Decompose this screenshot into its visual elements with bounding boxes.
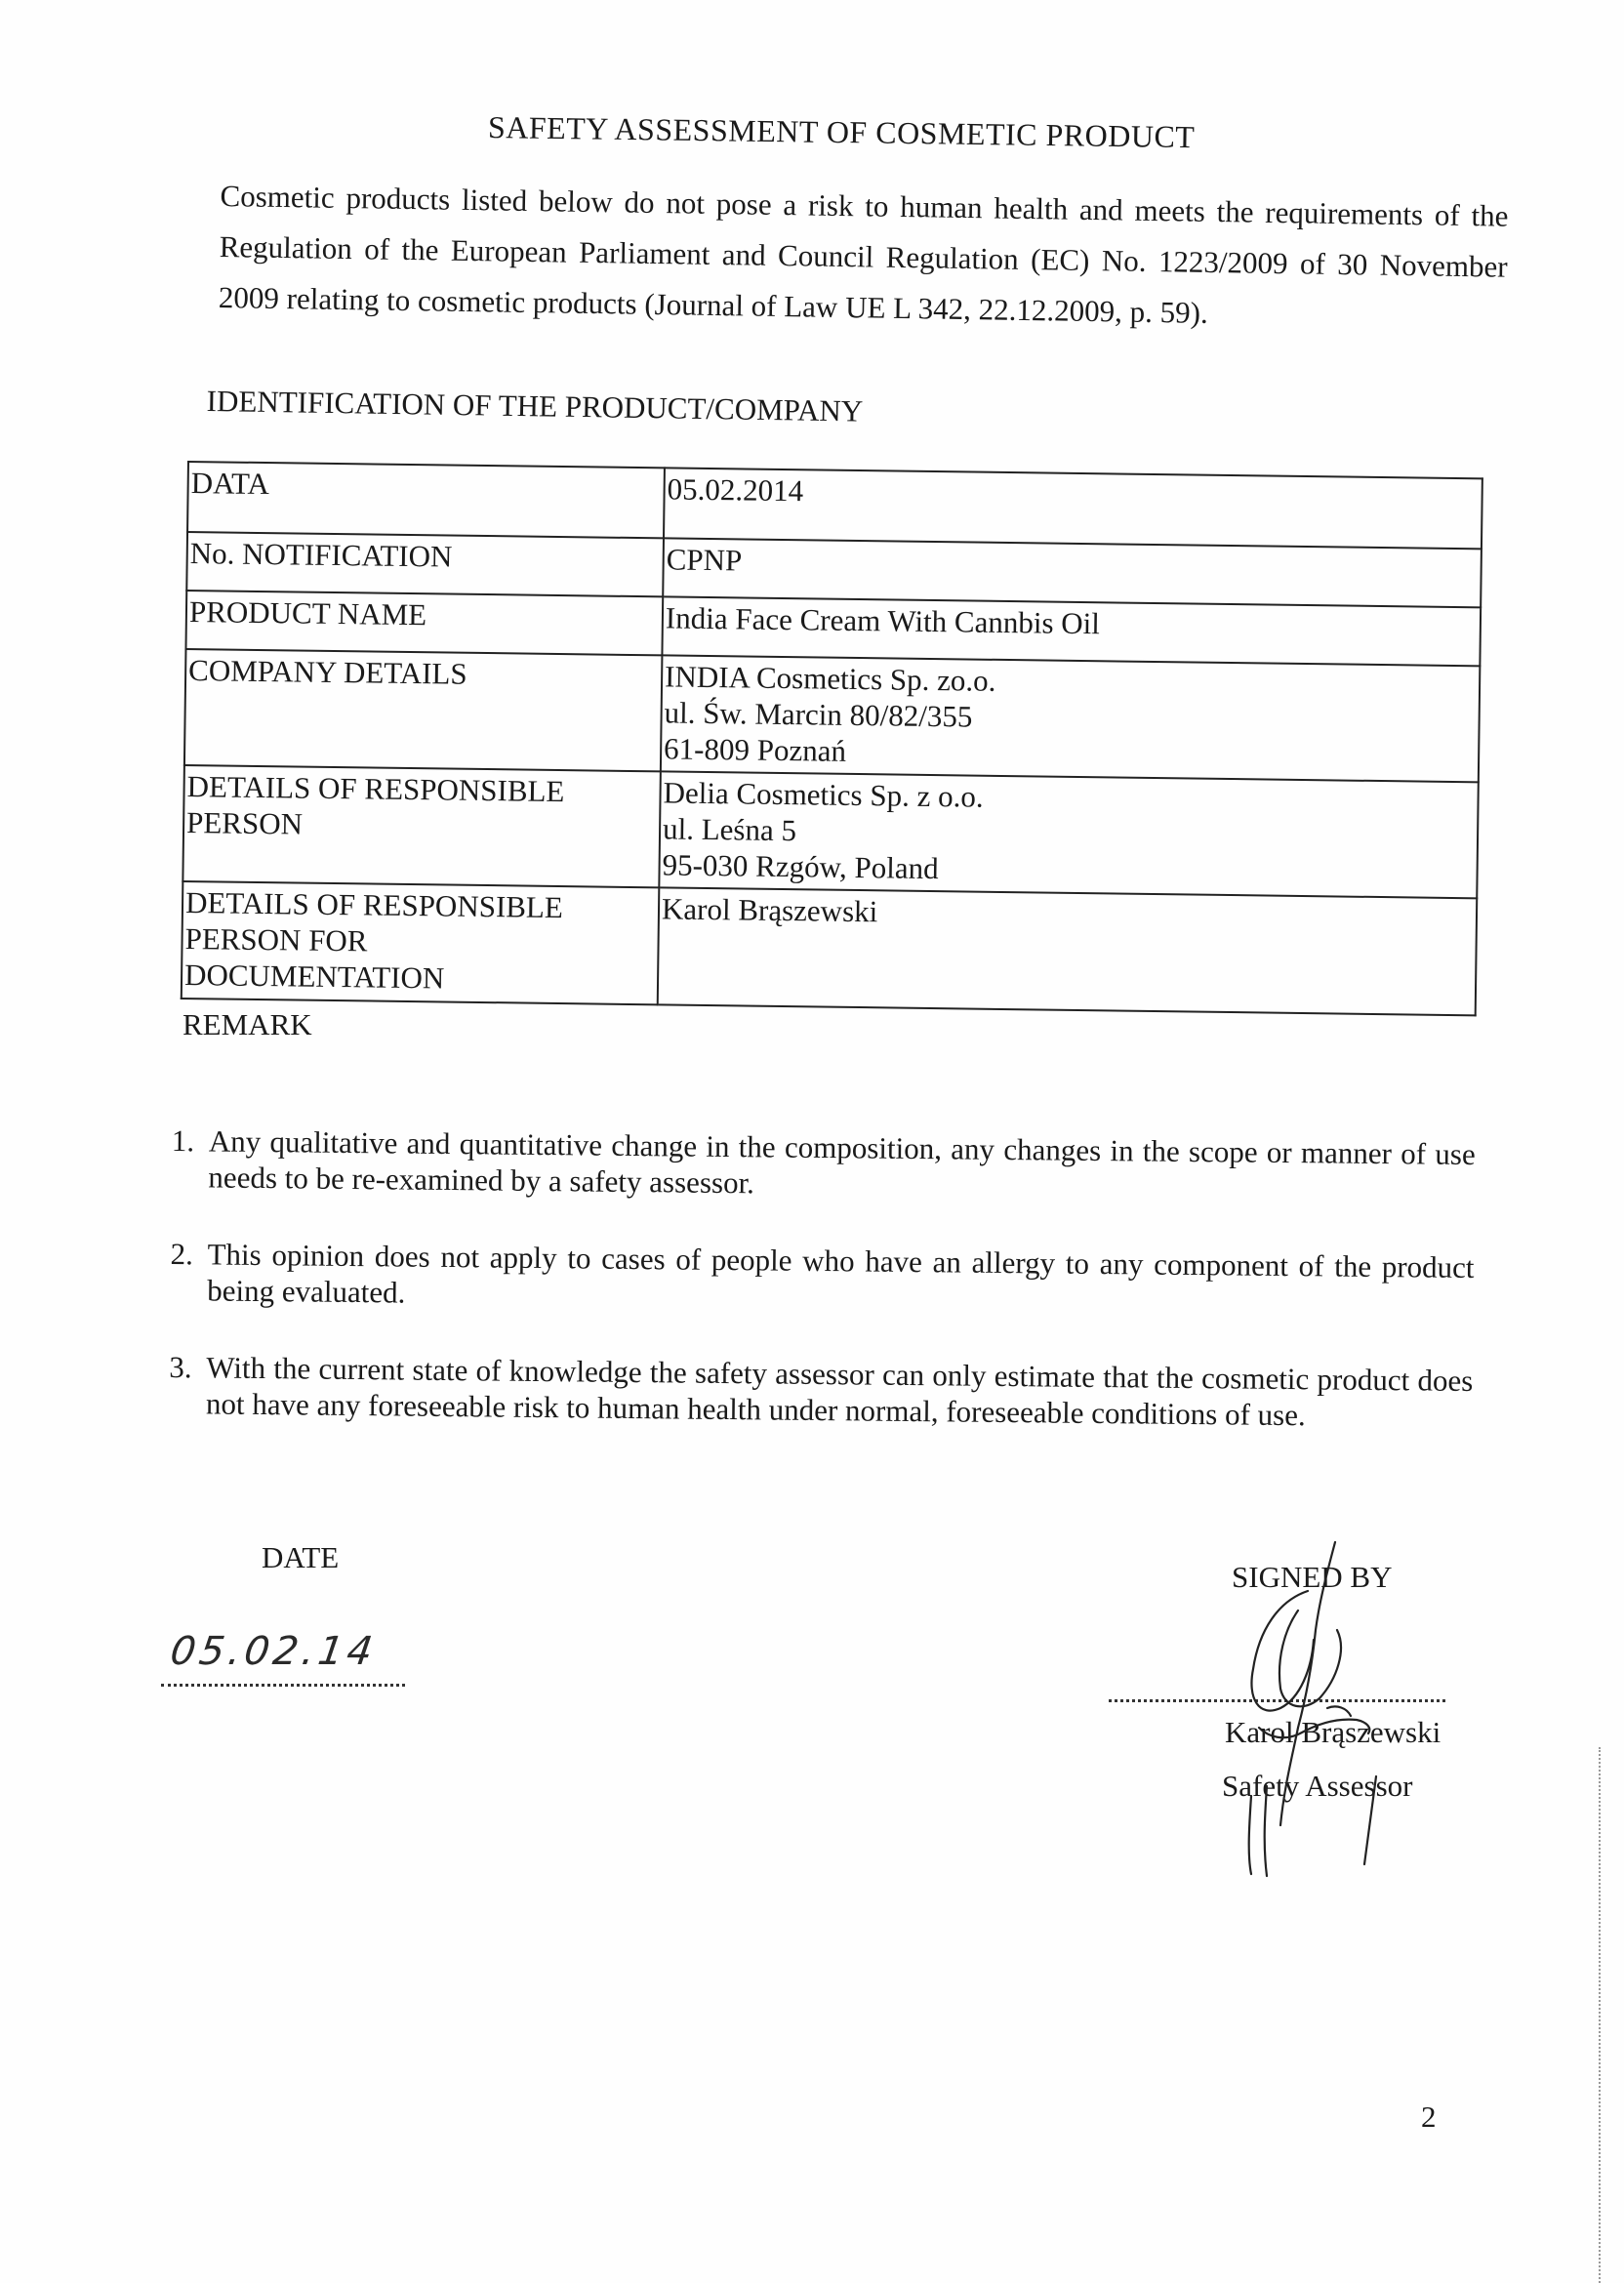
- signer-name: Karol Brąszewski: [1225, 1715, 1441, 1749]
- remark-number: 1.: [171, 1123, 195, 1159]
- remark-number: 2.: [170, 1237, 194, 1272]
- row-value: INDIA Cosmetics Sp. zo.o. ul. Św. Marcin 80/82/355 61-809 Poznań: [661, 655, 1480, 782]
- scan-edge-marks: [1599, 1747, 1601, 2283]
- date-field: [161, 1625, 405, 1687]
- remark-heading: REMARK: [183, 1007, 312, 1041]
- row-value: Delia Cosmetics Sp. z o.o. ul. Leśna 5 95-030 Rzgów, Poland: [659, 771, 1478, 898]
- section-heading-identification: IDENTIFICATION OF THE PRODUCT/COMPANY: [206, 384, 864, 428]
- row-label: PRODUCT NAME: [185, 591, 663, 655]
- row-label: No. NOTIFICATION: [186, 532, 664, 596]
- table-row: [183, 765, 1478, 898]
- signed-by-label: SIGNED BY: [1232, 1560, 1393, 1594]
- table-row: [182, 881, 1477, 1015]
- remark-text: This opinion does not apply to cases of people who have an allergy to any component of the product being evaluated.: [207, 1237, 1475, 1310]
- document-title: SAFETY ASSESSMENT OF COSMETIC PRODUCT: [487, 109, 1196, 155]
- remark-text: Any qualitative and quantitative change in the composition, any changes in the scope or manner of use needs to be re-examined by a safety assessor.: [208, 1123, 1476, 1201]
- signature-line: [1109, 1699, 1445, 1702]
- remark-text: With the current state of knowledge the safety assessor can only estimate that the cosmetic product does not have any foreseeable risk to human health under normal, foreseeable conditions of use.: [205, 1350, 1474, 1433]
- row-value: Karol Brąszewski: [658, 887, 1477, 1015]
- list-item: [167, 1122, 1476, 1208]
- date-label: DATE: [262, 1540, 340, 1574]
- row-value: India Face Cream With Cannbis Oil: [662, 596, 1481, 666]
- signer-role: Safety Assessor: [1222, 1769, 1413, 1803]
- row-label: DETAILS OF RESPONSIBLE PERSON: [183, 765, 661, 887]
- list-item: [166, 1236, 1475, 1322]
- row-label: DETAILS OF RESPONSIBLE PERSON FOR DOCUMENTATION: [182, 881, 660, 1004]
- row-label: COMPANY DETAILS: [184, 649, 663, 771]
- table-row: [184, 649, 1480, 782]
- intro-paragraph: Cosmetic products listed below do not pose a risk to human health and meets the requirements of the Regulation of the European Parliament and Council Regulation (EC) No. 1223/2009 of 30 November 2009 relating to cosmetic products (Journal of Law UE L 342, 22.12.2009, p. 59).: [218, 178, 1509, 330]
- page-number: 2: [1421, 2100, 1437, 2134]
- row-value: 05.02.2014: [664, 468, 1482, 549]
- identification-table: [181, 461, 1483, 1016]
- remark-number: 3.: [169, 1350, 192, 1385]
- row-value: CPNP: [663, 538, 1482, 607]
- row-label: DATA: [187, 462, 665, 538]
- list-item: [165, 1349, 1474, 1435]
- remarks-list: [164, 1122, 1476, 1476]
- handwritten-date: 05.02.14: [167, 1629, 380, 1674]
